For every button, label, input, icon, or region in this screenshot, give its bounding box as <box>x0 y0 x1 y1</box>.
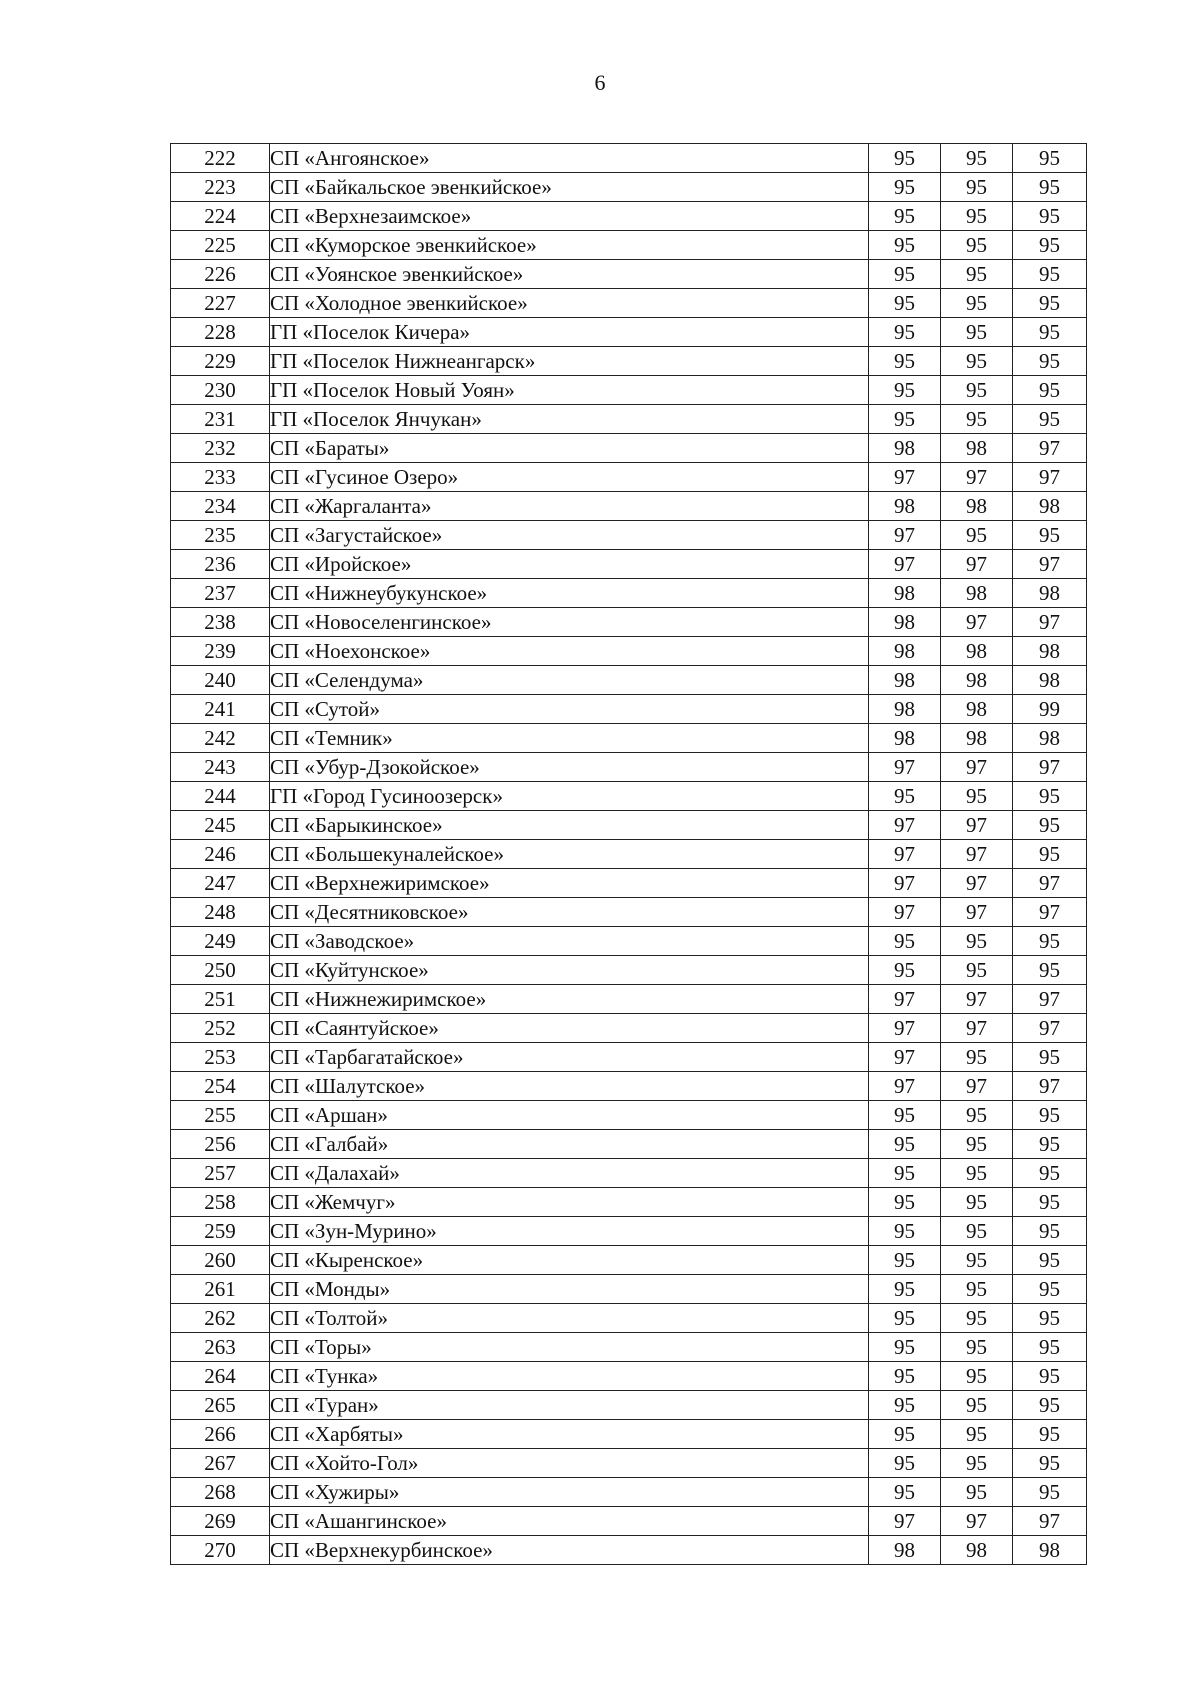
value-1-cell: 97 <box>869 1043 941 1072</box>
value-1-cell: 95 <box>869 1188 941 1217</box>
value-1-cell: 95 <box>869 231 941 260</box>
row-number-cell: 237 <box>171 579 270 608</box>
value-1-cell: 97 <box>869 840 941 869</box>
table-row <box>171 231 1087 260</box>
table-row <box>171 608 1087 637</box>
value-1-cell: 95 <box>869 1420 941 1449</box>
value-2-cell: 98 <box>941 724 1013 753</box>
settlement-name-cell: СП «Шалутское» <box>270 1072 869 1101</box>
value-1-cell: 95 <box>869 1275 941 1304</box>
row-number-cell: 268 <box>171 1478 270 1507</box>
value-1-cell: 95 <box>869 1159 941 1188</box>
table-row <box>171 347 1087 376</box>
settlements-table <box>170 143 1087 1565</box>
settlement-name-cell: СП «Барыкинское» <box>270 811 869 840</box>
value-3-cell: 97 <box>1013 550 1087 579</box>
table-row <box>171 173 1087 202</box>
value-2-cell: 97 <box>941 1014 1013 1043</box>
row-number-cell: 226 <box>171 260 270 289</box>
value-2-cell: 95 <box>941 202 1013 231</box>
settlement-name-cell: СП «Ашангинское» <box>270 1507 869 1536</box>
row-number-cell: 261 <box>171 1275 270 1304</box>
row-number-cell: 230 <box>171 376 270 405</box>
settlement-name-cell: СП «Уоянское эвенкийское» <box>270 260 869 289</box>
value-2-cell: 95 <box>941 927 1013 956</box>
value-3-cell: 95 <box>1013 1188 1087 1217</box>
row-number-cell: 231 <box>171 405 270 434</box>
table-row <box>171 550 1087 579</box>
value-2-cell: 95 <box>941 1043 1013 1072</box>
row-number-cell: 242 <box>171 724 270 753</box>
value-1-cell: 95 <box>869 1391 941 1420</box>
settlement-name-cell: СП «Жаргаланта» <box>270 492 869 521</box>
table-row <box>171 1014 1087 1043</box>
value-1-cell: 95 <box>869 289 941 318</box>
value-2-cell: 95 <box>941 1130 1013 1159</box>
table-row <box>171 840 1087 869</box>
value-2-cell: 95 <box>941 1217 1013 1246</box>
value-3-cell: 95 <box>1013 260 1087 289</box>
settlement-name-cell: СП «Холодное эвенкийское» <box>270 289 869 318</box>
value-1-cell: 98 <box>869 1536 941 1565</box>
settlement-name-cell: СП «Монды» <box>270 1275 869 1304</box>
row-number-cell: 264 <box>171 1362 270 1391</box>
value-2-cell: 98 <box>941 637 1013 666</box>
table-row <box>171 1101 1087 1130</box>
value-2-cell: 98 <box>941 666 1013 695</box>
value-1-cell: 98 <box>869 492 941 521</box>
value-3-cell: 95 <box>1013 1043 1087 1072</box>
value-2-cell: 97 <box>941 608 1013 637</box>
settlement-name-cell: СП «Тарбагатайское» <box>270 1043 869 1072</box>
row-number-cell: 229 <box>171 347 270 376</box>
value-3-cell: 97 <box>1013 753 1087 782</box>
value-3-cell: 98 <box>1013 637 1087 666</box>
value-3-cell: 95 <box>1013 1130 1087 1159</box>
table-row <box>171 695 1087 724</box>
value-3-cell: 95 <box>1013 927 1087 956</box>
value-3-cell: 95 <box>1013 1101 1087 1130</box>
row-number-cell: 240 <box>171 666 270 695</box>
value-2-cell: 98 <box>941 434 1013 463</box>
value-3-cell: 97 <box>1013 608 1087 637</box>
settlement-name-cell: СП «Хойто-Гол» <box>270 1449 869 1478</box>
value-2-cell: 95 <box>941 1391 1013 1420</box>
value-1-cell: 98 <box>869 637 941 666</box>
row-number-cell: 238 <box>171 608 270 637</box>
value-3-cell: 95 <box>1013 1275 1087 1304</box>
value-1-cell: 97 <box>869 869 941 898</box>
row-number-cell: 257 <box>171 1159 270 1188</box>
row-number-cell: 247 <box>171 869 270 898</box>
table-row <box>171 1043 1087 1072</box>
table-row <box>171 376 1087 405</box>
table-row <box>171 492 1087 521</box>
table-row <box>171 811 1087 840</box>
value-1-cell: 95 <box>869 1362 941 1391</box>
settlement-name-cell: СП «Ангоянское» <box>270 144 869 173</box>
settlement-name-cell: СП «Нижнеубукунское» <box>270 579 869 608</box>
value-2-cell: 95 <box>941 376 1013 405</box>
value-1-cell: 95 <box>869 1246 941 1275</box>
row-number-cell: 256 <box>171 1130 270 1159</box>
value-1-cell: 97 <box>869 463 941 492</box>
table-row <box>171 434 1087 463</box>
value-2-cell: 97 <box>941 463 1013 492</box>
table-row <box>171 1159 1087 1188</box>
value-3-cell: 97 <box>1013 1014 1087 1043</box>
value-3-cell: 95 <box>1013 1420 1087 1449</box>
row-number-cell: 227 <box>171 289 270 318</box>
value-1-cell: 97 <box>869 898 941 927</box>
row-number-cell: 270 <box>171 1536 270 1565</box>
value-3-cell: 99 <box>1013 695 1087 724</box>
settlement-name-cell: СП «Убур-Дзокойское» <box>270 753 869 782</box>
value-1-cell: 95 <box>869 1449 941 1478</box>
table-row <box>171 463 1087 492</box>
value-2-cell: 95 <box>941 1188 1013 1217</box>
value-2-cell: 95 <box>941 782 1013 811</box>
row-number-cell: 236 <box>171 550 270 579</box>
settlement-name-cell: ГП «Поселок Новый Уоян» <box>270 376 869 405</box>
row-number-cell: 248 <box>171 898 270 927</box>
value-2-cell: 95 <box>941 289 1013 318</box>
row-number-cell: 244 <box>171 782 270 811</box>
value-1-cell: 95 <box>869 318 941 347</box>
value-3-cell: 98 <box>1013 666 1087 695</box>
table-row <box>171 1130 1087 1159</box>
value-1-cell: 95 <box>869 1101 941 1130</box>
row-number-cell: 245 <box>171 811 270 840</box>
value-1-cell: 95 <box>869 347 941 376</box>
value-3-cell: 95 <box>1013 202 1087 231</box>
row-number-cell: 254 <box>171 1072 270 1101</box>
row-number-cell: 233 <box>171 463 270 492</box>
value-2-cell: 95 <box>941 318 1013 347</box>
settlement-name-cell: СП «Сутой» <box>270 695 869 724</box>
value-1-cell: 97 <box>869 550 941 579</box>
row-number-cell: 269 <box>171 1507 270 1536</box>
row-number-cell: 243 <box>171 753 270 782</box>
row-number-cell: 260 <box>171 1246 270 1275</box>
value-3-cell: 98 <box>1013 579 1087 608</box>
page-number: 6 <box>594 70 606 95</box>
settlement-name-cell: ГП «Поселок Кичера» <box>270 318 869 347</box>
value-3-cell: 95 <box>1013 1217 1087 1246</box>
value-3-cell: 95 <box>1013 231 1087 260</box>
value-2-cell: 95 <box>941 1420 1013 1449</box>
value-3-cell: 97 <box>1013 463 1087 492</box>
value-1-cell: 97 <box>869 985 941 1014</box>
settlement-name-cell: СП «Галбай» <box>270 1130 869 1159</box>
value-2-cell: 95 <box>941 521 1013 550</box>
settlement-name-cell: СП «Толтой» <box>270 1304 869 1333</box>
value-2-cell: 97 <box>941 753 1013 782</box>
value-2-cell: 95 <box>941 173 1013 202</box>
value-1-cell: 95 <box>869 1478 941 1507</box>
settlement-name-cell: СП «Темник» <box>270 724 869 753</box>
row-number-cell: 228 <box>171 318 270 347</box>
settlement-name-cell: СП «Нижнежиримское» <box>270 985 869 1014</box>
row-number-cell: 223 <box>171 173 270 202</box>
value-2-cell: 95 <box>941 1449 1013 1478</box>
table-row <box>171 927 1087 956</box>
value-3-cell: 98 <box>1013 492 1087 521</box>
settlement-name-cell: СП «Верхнекурбинское» <box>270 1536 869 1565</box>
table-row <box>171 289 1087 318</box>
settlement-name-cell: СП «Большекуналейское» <box>270 840 869 869</box>
table-row <box>171 260 1087 289</box>
row-number-cell: 249 <box>171 927 270 956</box>
row-number-cell: 235 <box>171 521 270 550</box>
value-2-cell: 95 <box>941 1275 1013 1304</box>
table-row <box>171 1217 1087 1246</box>
table-row <box>171 144 1087 173</box>
table-row <box>171 1246 1087 1275</box>
table-row <box>171 637 1087 666</box>
row-number-cell: 259 <box>171 1217 270 1246</box>
value-2-cell: 97 <box>941 840 1013 869</box>
value-2-cell: 95 <box>941 1246 1013 1275</box>
settlement-name-cell: СП «Байкальское эвенкийское» <box>270 173 869 202</box>
table-row <box>171 1391 1087 1420</box>
settlement-name-cell: СП «Десятниковское» <box>270 898 869 927</box>
value-3-cell: 95 <box>1013 173 1087 202</box>
value-3-cell: 97 <box>1013 1507 1087 1536</box>
table-row <box>171 985 1087 1014</box>
value-3-cell: 95 <box>1013 1362 1087 1391</box>
row-number-cell: 234 <box>171 492 270 521</box>
value-2-cell: 95 <box>941 1304 1013 1333</box>
settlement-name-cell: СП «Саянтуйское» <box>270 1014 869 1043</box>
row-number-cell: 252 <box>171 1014 270 1043</box>
value-3-cell: 97 <box>1013 434 1087 463</box>
table-row <box>171 1304 1087 1333</box>
settlement-name-cell: СП «Ноехонское» <box>270 637 869 666</box>
value-2-cell: 98 <box>941 492 1013 521</box>
row-number-cell: 232 <box>171 434 270 463</box>
row-number-cell: 267 <box>171 1449 270 1478</box>
value-1-cell: 95 <box>869 1304 941 1333</box>
table-row <box>171 1362 1087 1391</box>
row-number-cell: 241 <box>171 695 270 724</box>
value-2-cell: 97 <box>941 985 1013 1014</box>
settlement-name-cell: СП «Селендума» <box>270 666 869 695</box>
row-number-cell: 225 <box>171 231 270 260</box>
table-row <box>171 1333 1087 1362</box>
value-2-cell: 97 <box>941 1072 1013 1101</box>
value-1-cell: 97 <box>869 1507 941 1536</box>
table-row <box>171 1449 1087 1478</box>
value-2-cell: 97 <box>941 898 1013 927</box>
value-3-cell: 98 <box>1013 1536 1087 1565</box>
row-number-cell: 250 <box>171 956 270 985</box>
row-number-cell: 239 <box>171 637 270 666</box>
value-2-cell: 97 <box>941 869 1013 898</box>
value-2-cell: 98 <box>941 1536 1013 1565</box>
table-row <box>171 898 1087 927</box>
settlement-name-cell: СП «Куморское эвенкийское» <box>270 231 869 260</box>
settlement-name-cell: ГП «Поселок Нижнеангарск» <box>270 347 869 376</box>
value-1-cell: 98 <box>869 724 941 753</box>
row-number-cell: 266 <box>171 1420 270 1449</box>
value-3-cell: 95 <box>1013 1391 1087 1420</box>
table-row <box>171 521 1087 550</box>
value-2-cell: 95 <box>941 956 1013 985</box>
settlement-name-cell: СП «Кыренское» <box>270 1246 869 1275</box>
value-3-cell: 95 <box>1013 1304 1087 1333</box>
table-row <box>171 1072 1087 1101</box>
value-3-cell: 95 <box>1013 1449 1087 1478</box>
table-row <box>171 579 1087 608</box>
value-2-cell: 95 <box>941 1362 1013 1391</box>
table-row <box>171 956 1087 985</box>
row-number-cell: 255 <box>171 1101 270 1130</box>
value-1-cell: 97 <box>869 521 941 550</box>
settlement-name-cell: СП «Харбяты» <box>270 1420 869 1449</box>
value-2-cell: 97 <box>941 550 1013 579</box>
value-1-cell: 97 <box>869 811 941 840</box>
table-row <box>171 1188 1087 1217</box>
value-3-cell: 97 <box>1013 898 1087 927</box>
settlement-name-cell: СП «Далахай» <box>270 1159 869 1188</box>
value-1-cell: 98 <box>869 434 941 463</box>
value-3-cell: 95 <box>1013 1333 1087 1362</box>
settlement-name-cell: СП «Верхнежиримское» <box>270 869 869 898</box>
table-row <box>171 1507 1087 1536</box>
table-row <box>171 1536 1087 1565</box>
value-1-cell: 97 <box>869 753 941 782</box>
settlement-name-cell: СП «Туран» <box>270 1391 869 1420</box>
settlement-name-cell: СП «Куйтунское» <box>270 956 869 985</box>
value-2-cell: 95 <box>941 231 1013 260</box>
table-row <box>171 724 1087 753</box>
table-row <box>171 318 1087 347</box>
value-3-cell: 95 <box>1013 289 1087 318</box>
value-3-cell: 98 <box>1013 724 1087 753</box>
row-number-cell: 253 <box>171 1043 270 1072</box>
value-3-cell: 95 <box>1013 956 1087 985</box>
settlement-name-cell: СП «Аршан» <box>270 1101 869 1130</box>
settlement-name-cell: СП «Иройское» <box>270 550 869 579</box>
row-number-cell: 246 <box>171 840 270 869</box>
settlement-name-cell: СП «Новоселенгинское» <box>270 608 869 637</box>
table-row <box>171 753 1087 782</box>
value-1-cell: 95 <box>869 956 941 985</box>
settlement-name-cell: СП «Хужиры» <box>270 1478 869 1507</box>
settlement-name-cell: СП «Загустайское» <box>270 521 869 550</box>
value-3-cell: 97 <box>1013 985 1087 1014</box>
value-2-cell: 95 <box>941 1478 1013 1507</box>
value-3-cell: 95 <box>1013 347 1087 376</box>
settlement-name-cell: СП «Бараты» <box>270 434 869 463</box>
row-number-cell: 265 <box>171 1391 270 1420</box>
value-2-cell: 98 <box>941 579 1013 608</box>
settlement-name-cell: СП «Тунка» <box>270 1362 869 1391</box>
value-3-cell: 95 <box>1013 405 1087 434</box>
value-1-cell: 95 <box>869 1333 941 1362</box>
value-2-cell: 97 <box>941 811 1013 840</box>
settlement-name-cell: СП «Верхнезаимское» <box>270 202 869 231</box>
value-1-cell: 95 <box>869 1217 941 1246</box>
settlement-name-cell: СП «Зун-Мурино» <box>270 1217 869 1246</box>
table-row <box>171 405 1087 434</box>
row-number-cell: 224 <box>171 202 270 231</box>
table-row <box>171 869 1087 898</box>
value-3-cell: 95 <box>1013 1246 1087 1275</box>
value-3-cell: 95 <box>1013 376 1087 405</box>
value-1-cell: 95 <box>869 927 941 956</box>
value-3-cell: 95 <box>1013 840 1087 869</box>
value-2-cell: 98 <box>941 695 1013 724</box>
settlement-name-cell: СП «Заводское» <box>270 927 869 956</box>
value-1-cell: 97 <box>869 1072 941 1101</box>
value-1-cell: 95 <box>869 202 941 231</box>
value-3-cell: 97 <box>1013 869 1087 898</box>
value-2-cell: 97 <box>941 1507 1013 1536</box>
table-row <box>171 1420 1087 1449</box>
value-2-cell: 95 <box>941 1159 1013 1188</box>
settlement-name-cell: СП «Жемчуг» <box>270 1188 869 1217</box>
table-row <box>171 782 1087 811</box>
value-3-cell: 95 <box>1013 1159 1087 1188</box>
settlement-name-cell: СП «Гусиное Озеро» <box>270 463 869 492</box>
value-1-cell: 97 <box>869 1014 941 1043</box>
value-2-cell: 95 <box>941 260 1013 289</box>
value-1-cell: 95 <box>869 173 941 202</box>
value-3-cell: 95 <box>1013 144 1087 173</box>
value-3-cell: 95 <box>1013 1478 1087 1507</box>
value-1-cell: 95 <box>869 260 941 289</box>
table-row <box>171 202 1087 231</box>
row-number-cell: 262 <box>171 1304 270 1333</box>
value-1-cell: 98 <box>869 666 941 695</box>
row-number-cell: 251 <box>171 985 270 1014</box>
value-1-cell: 95 <box>869 144 941 173</box>
value-2-cell: 95 <box>941 347 1013 376</box>
settlement-name-cell: ГП «Поселок Янчукан» <box>270 405 869 434</box>
value-3-cell: 97 <box>1013 1072 1087 1101</box>
value-2-cell: 95 <box>941 405 1013 434</box>
value-3-cell: 95 <box>1013 521 1087 550</box>
row-number-cell: 222 <box>171 144 270 173</box>
value-2-cell: 95 <box>941 1101 1013 1130</box>
value-2-cell: 95 <box>941 144 1013 173</box>
value-1-cell: 98 <box>869 579 941 608</box>
value-1-cell: 98 <box>869 695 941 724</box>
table-row <box>171 1275 1087 1304</box>
settlement-name-cell: СП «Торы» <box>270 1333 869 1362</box>
table-body <box>171 144 1087 1565</box>
row-number-cell: 258 <box>171 1188 270 1217</box>
value-1-cell: 98 <box>869 608 941 637</box>
value-1-cell: 95 <box>869 405 941 434</box>
value-3-cell: 95 <box>1013 782 1087 811</box>
value-1-cell: 95 <box>869 782 941 811</box>
settlement-name-cell: ГП «Город Гусиноозерск» <box>270 782 869 811</box>
value-1-cell: 95 <box>869 1130 941 1159</box>
value-2-cell: 95 <box>941 1333 1013 1362</box>
value-3-cell: 95 <box>1013 811 1087 840</box>
row-number-cell: 263 <box>171 1333 270 1362</box>
value-3-cell: 95 <box>1013 318 1087 347</box>
table-row <box>171 666 1087 695</box>
table-row <box>171 1478 1087 1507</box>
value-1-cell: 95 <box>869 376 941 405</box>
